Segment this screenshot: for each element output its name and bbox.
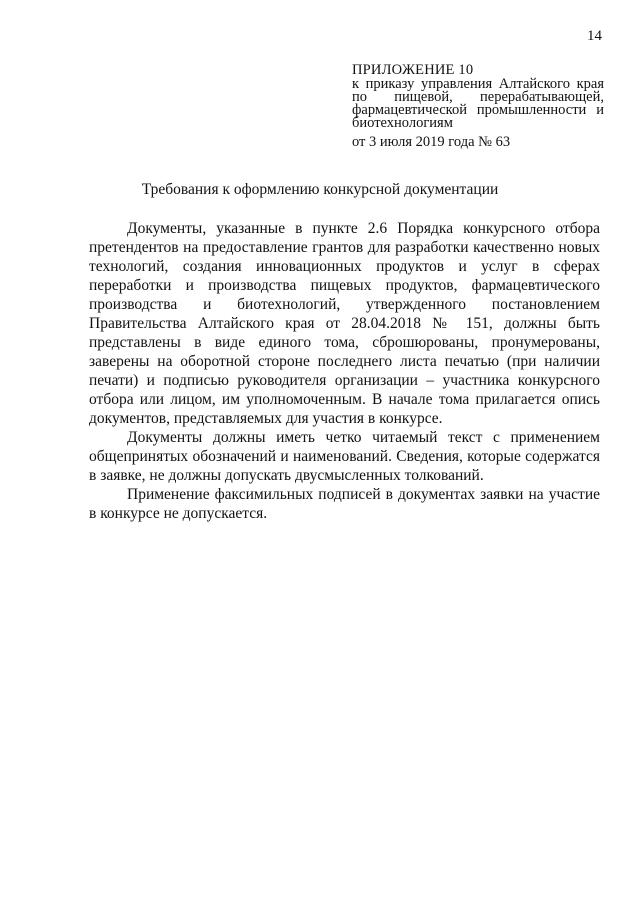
paragraph-2: Документы должны иметь четко читаемый текст с применением общепринятых обозначений и наименований. Сведения, которые содержатся в заявке, не должны допускать двусмысленных толкований. [89, 429, 600, 484]
paragraph-3: Применение факсимильных подписей в документах заявки на участие в конкурсе не допускается. [89, 486, 600, 522]
document-title: Требования к оформлению конкурсной документации [141, 181, 499, 198]
appendix-header [352, 62, 604, 151]
paragraph-1: Документы, указанные в пункте 2.6 Порядка конкурсного отбора претендентов на предоставление грантов для разработки качественно новых технологий, создания инновационных продуктов и услуг в сферах переработки и производства пищевых продуктов, фармацевтического производства и биотехнологий, утвержденного постановлением Правительства Алтайского края от 28.04.2018 № 151, должны быть представлены в виде единого тома, сброшюрованы, пронумерованы, заверены на оборотной стороне последнего листа печатью (при наличии печати) и подписью руководителя организации – участника конкурсного отбора или лицом, им уполномоченным. В начале тома прилагается опись документов, представляемых для участия в конкурсе. [89, 220, 600, 427]
appendix-order-date: от 3 июля 2019 года № 63 [352, 134, 511, 150]
document-body [89, 219, 600, 523]
page-number: 14 [587, 28, 602, 44]
appendix-title: ПРИЛОЖЕНИЕ 10 [352, 62, 474, 78]
appendix-order-reference: к приказу управления Алтайского края по пищевой, перерабатывающей, фармацевтической промышленности и биотехнологиям [352, 76, 604, 131]
